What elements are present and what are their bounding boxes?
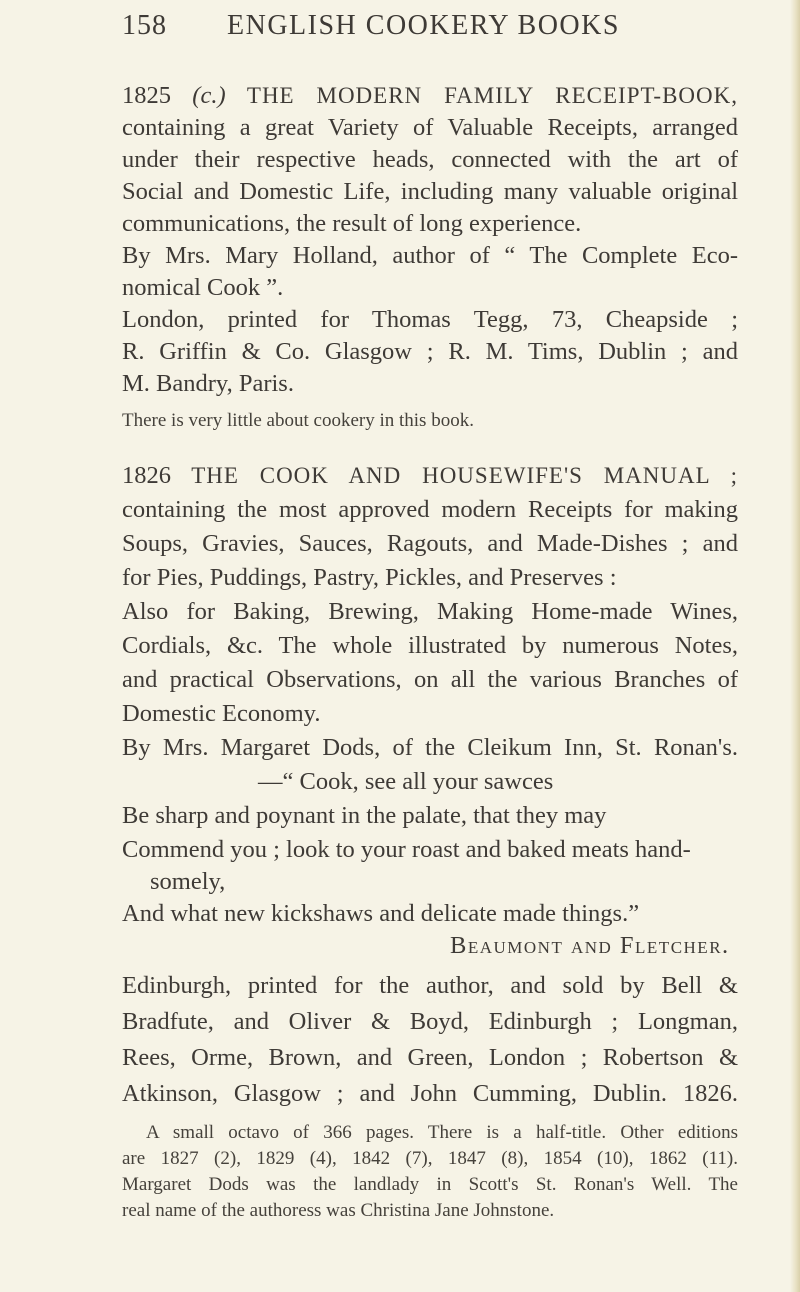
entry-text-line: for Pies, Puddings, Pastry, Pickles, and Preserves : — [122, 564, 617, 591]
entry-1825-heading — [122, 80, 738, 112]
entry-imprint-line: Bradfute, and Oliver & Boyd, Edinburgh ; Longman, — [122, 1008, 738, 1035]
epigraph-line: somely, — [150, 868, 226, 895]
entry-note-line: real name of the authoress was Christina Jane Johnstone. — [122, 1200, 555, 1221]
entry-1826-heading — [122, 460, 738, 492]
entry-text-line: containing a great Variety of Valuable Receipts, arranged — [122, 114, 738, 141]
entry-text-line: Domestic Economy. — [122, 700, 321, 727]
entry-text-line: Social and Domestic Life, including many valuable original — [122, 178, 738, 205]
entry-imprint-line: London, printed for Thomas Tegg, 73, Cheapside ; — [122, 306, 738, 333]
entry-imprint-line: Edinburgh, printed for the author, and sold by Bell & — [122, 972, 738, 999]
entry-text-line: containing the most approved modern Receipts for making — [122, 496, 738, 523]
entry-text-line: Cordials, &c. The whole illustrated by numerous Notes, — [122, 632, 738, 659]
entry-year: 1826 — [122, 462, 171, 489]
epigraph-line: Commend you ; look to your roast and baked meats hand- — [122, 836, 691, 863]
entry-title: THE COOK AND HOUSEWIFE'S MANUAL ; — [191, 463, 739, 488]
entry-note: There is very little about cookery in this book. — [122, 410, 474, 431]
entry-author-line: By Mrs. Margaret Dods, of the Cleikum Inn, St. Ronan's. — [122, 734, 738, 761]
entry-year: 1825 — [122, 82, 171, 109]
entry-text-line: Soups, Gravies, Sauces, Ragouts, and Made-Dishes ; and — [122, 530, 738, 557]
page-number: 158 — [122, 10, 167, 41]
entry-imprint-line: M. Bandry, Paris. — [122, 370, 294, 397]
entry-text-line: communications, the result of long experience. — [122, 210, 582, 237]
entry-note-line: A small octavo of 366 pages. There is a half-title. Other editions — [146, 1122, 738, 1143]
entry-author-line: By Mrs. Mary Holland, author of “ The Complete Eco- — [122, 242, 738, 269]
entry-imprint-line: Rees, Orme, Brown, and Green, London ; Robertson & — [122, 1044, 738, 1071]
entry-imprint-line: R. Griffin & Co. Glasgow ; R. M. Tims, Dublin ; and — [122, 338, 738, 365]
epigraph-attribution: Beaumont and Fletcher. — [450, 932, 730, 959]
epigraph-line: And what new kickshaws and delicate made things.” — [122, 900, 640, 927]
entry-note-line: Margaret Dods was the landlady in Scott's St. Ronan's Well. The — [122, 1174, 738, 1195]
entry-author-line: nomical Cook ”. — [122, 274, 284, 301]
epigraph-line: Be sharp and poynant in the palate, that they may — [122, 802, 607, 829]
entry-text-line: and practical Observations, on all the various Branches of — [122, 666, 738, 693]
page-edge — [790, 0, 800, 1292]
entry-year-note: (c.) — [192, 82, 226, 109]
entry-note-line: are 1827 (2), 1829 (4), 1842 (7), 1847 (8), 1854 (10), 1862 (11). — [122, 1148, 738, 1169]
entry-title: THE MODERN FAMILY RECEIPT-BOOK, — [246, 83, 739, 108]
epigraph-line: —“ Cook, see all your sawces — [258, 768, 554, 795]
entry-text-line: under their respective heads, connected with the art of — [122, 146, 738, 173]
entry-imprint-line: Atkinson, Glasgow ; and John Cumming, Dublin. 1826. — [122, 1080, 738, 1107]
running-title: ENGLISH COOKERY BOOKS — [227, 10, 620, 41]
entry-text-line: Also for Baking, Brewing, Making Home-made Wines, — [122, 598, 738, 625]
